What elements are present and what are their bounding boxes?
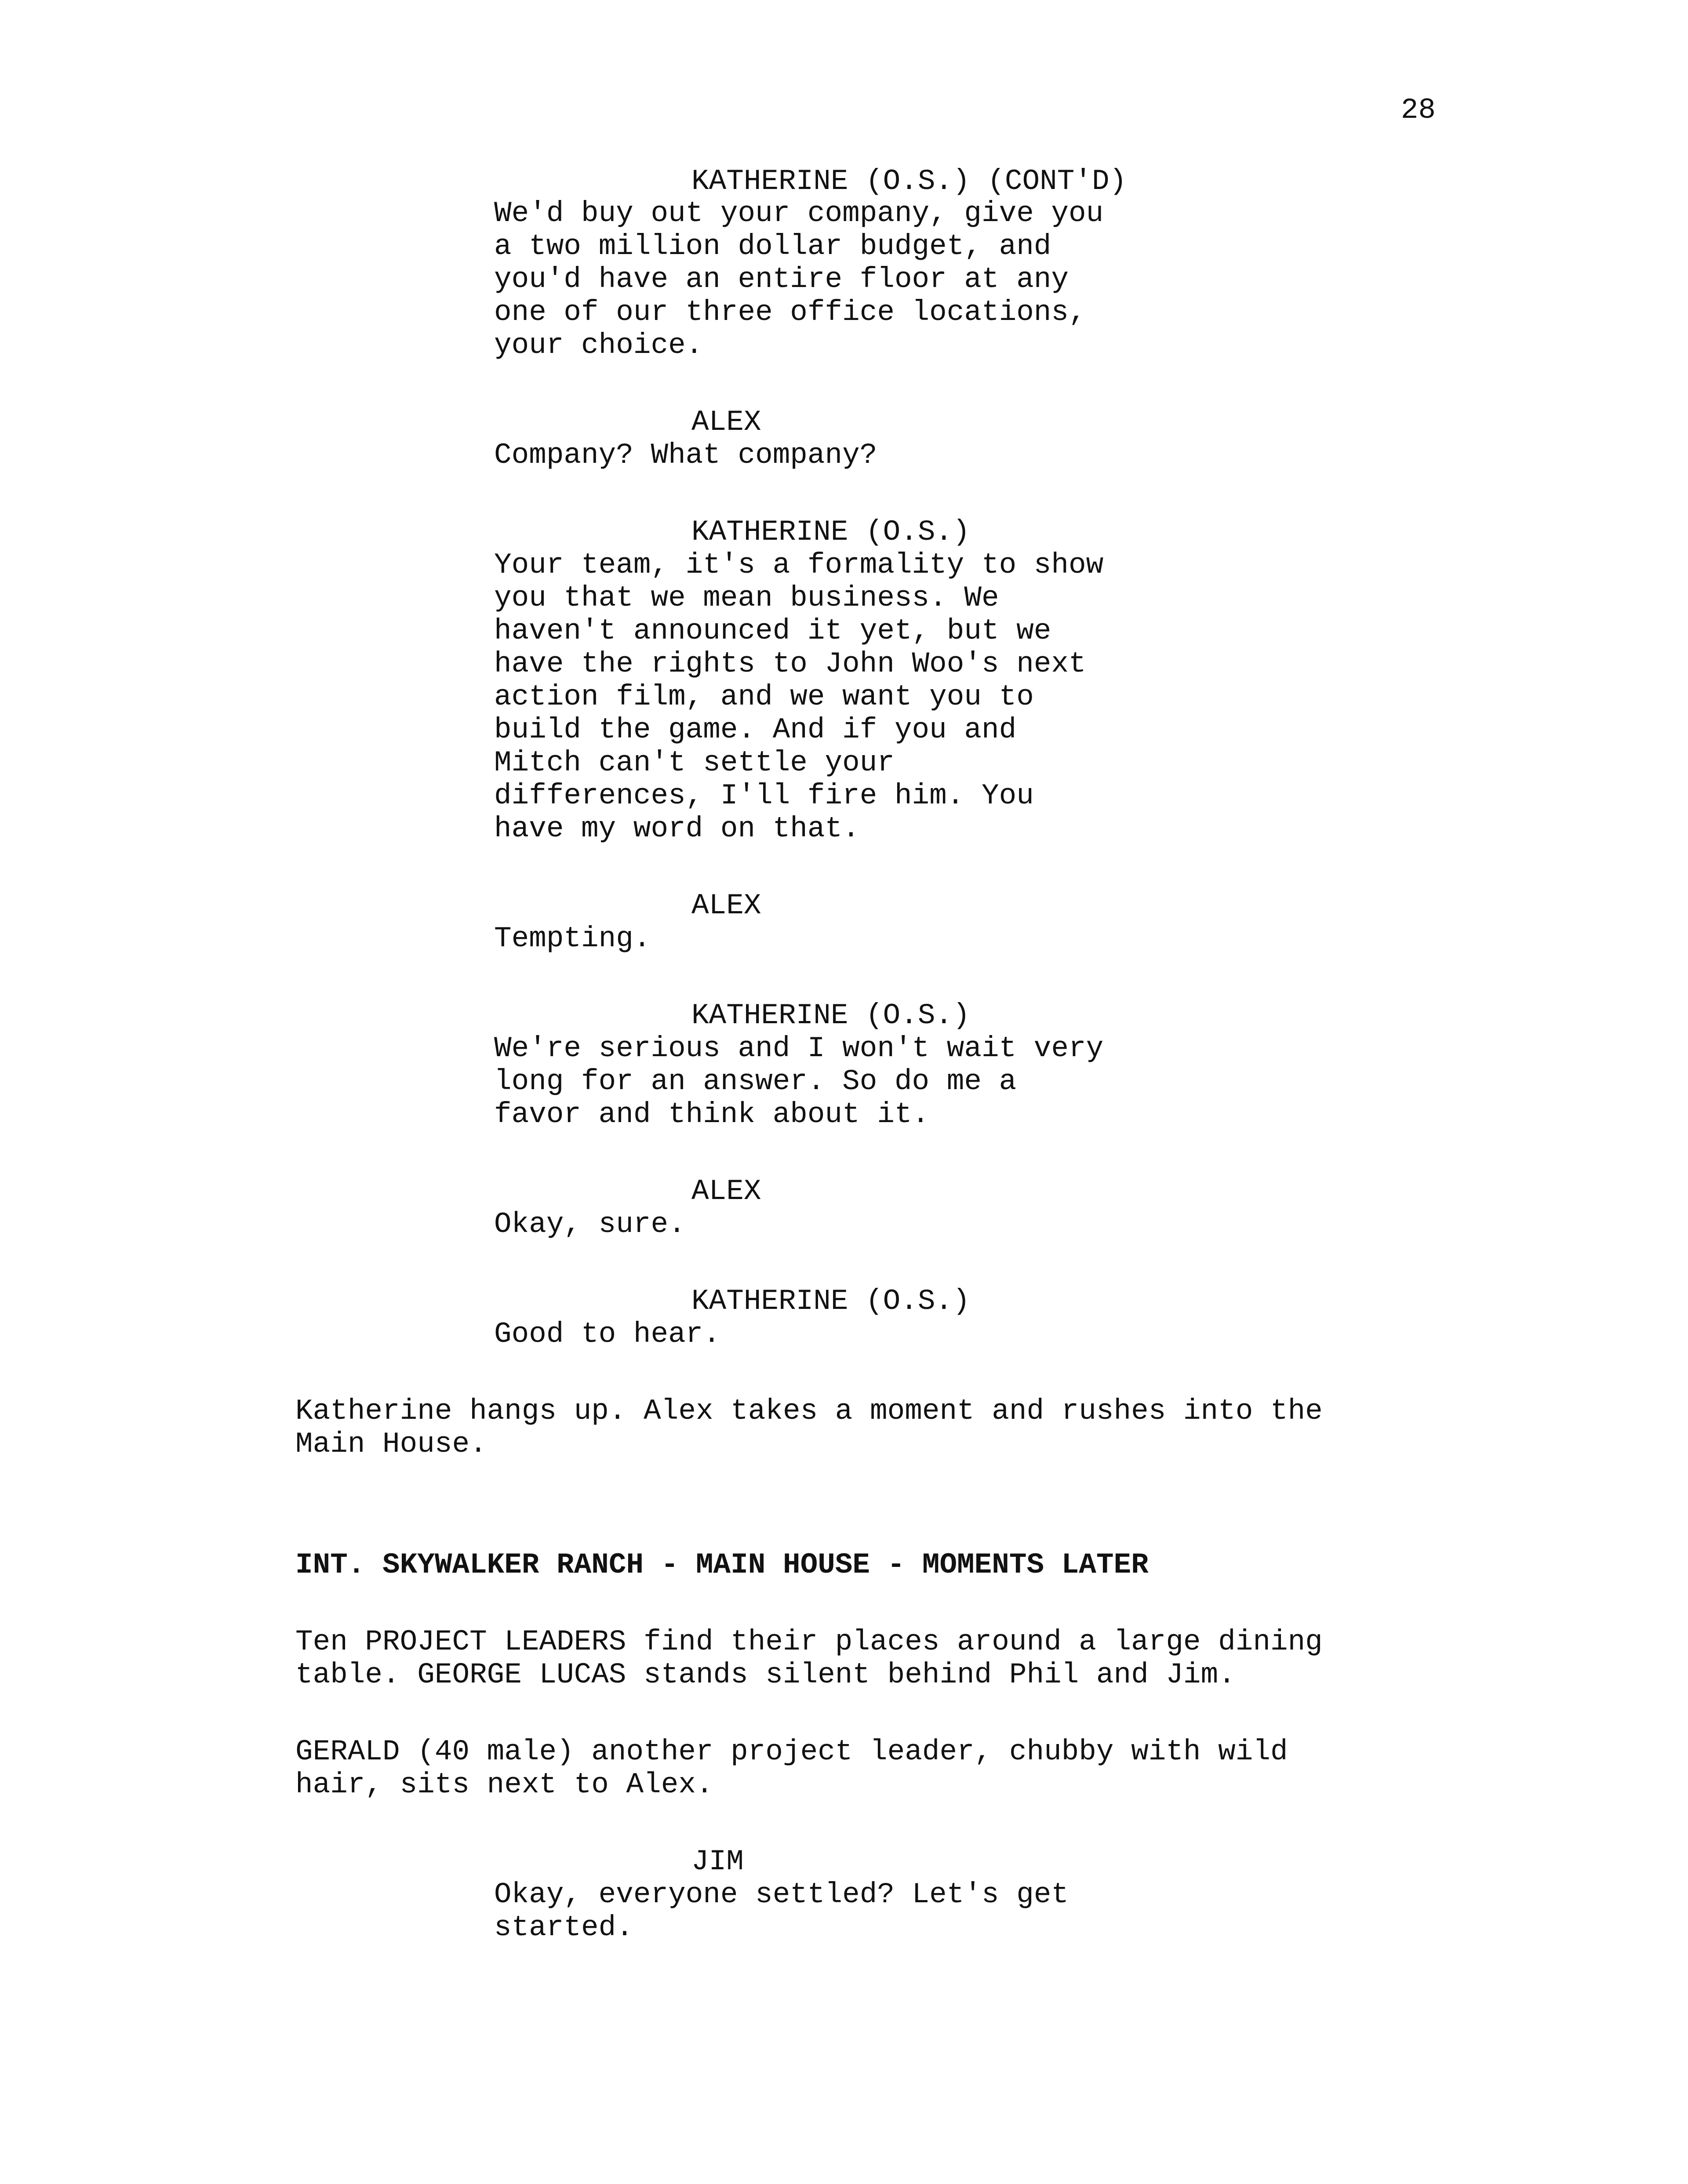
dialogue-line: Good to hear. — [494, 1318, 720, 1351]
dialogue-line: long for an answer. So do me a — [494, 1065, 1017, 1098]
action-line: Katherine hangs up. Alex takes a moment and rushes into the — [295, 1395, 1323, 1428]
dialogue-line: have the rights to John Woo's next — [494, 647, 1086, 680]
dialogue-line: Your team, it's a formality to show — [494, 549, 1104, 581]
action-line: hair, sits next to Alex. — [295, 1768, 713, 1801]
character-cue: ALEX — [691, 406, 761, 439]
action-line: Main House. — [295, 1428, 487, 1461]
character-cue: KATHERINE (O.S.) (CONT'D) — [691, 165, 1127, 198]
dialogue-line: build the game. And if you and — [494, 713, 1017, 746]
dialogue-line: you that we mean business. We — [494, 581, 999, 614]
dialogue-line: action film, and we want you to — [494, 680, 1034, 713]
character-cue: KATHERINE (O.S.) — [691, 999, 970, 1032]
dialogue-line: you'd have an entire floor at any — [494, 263, 1069, 296]
character-cue: KATHERINE (O.S.) — [691, 1285, 970, 1318]
page-number: 28 — [1401, 94, 1436, 127]
dialogue-line: your choice. — [494, 329, 703, 362]
dialogue-line: We're serious and I won't wait very — [494, 1032, 1104, 1065]
character-cue: ALEX — [691, 889, 761, 922]
dialogue-line: Tempting. — [494, 922, 651, 955]
action-line: table. GEORGE LUCAS stands silent behind Phil and Jim. — [295, 1658, 1236, 1691]
dialogue-line: Okay, everyone settled? Let's get — [494, 1878, 1069, 1911]
character-cue: JIM — [691, 1845, 744, 1878]
dialogue-line: differences, I'll fire him. You — [494, 779, 1034, 812]
dialogue-line: haven't announced it yet, but we — [494, 614, 1051, 647]
dialogue-line: Mitch can't settle your — [494, 746, 895, 779]
action-line: Ten PROJECT LEADERS find their places around a large dining — [295, 1625, 1323, 1658]
dialogue-line: a two million dollar budget, and — [494, 230, 1051, 263]
dialogue-line: favor and think about it. — [494, 1098, 930, 1131]
character-cue: KATHERINE (O.S.) — [691, 516, 970, 549]
dialogue-line: have my word on that. — [494, 812, 860, 845]
action-line: GERALD (40 male) another project leader, chubby with wild — [295, 1735, 1288, 1768]
scene-heading: INT. SKYWALKER RANCH - MAIN HOUSE - MOMENTS LATER — [295, 1548, 1149, 1581]
dialogue-line: We'd buy out your company, give you — [494, 197, 1104, 230]
dialogue-line: started. — [494, 1911, 633, 1944]
character-cue: ALEX — [691, 1175, 761, 1208]
dialogue-line: one of our three office locations, — [494, 296, 1086, 329]
dialogue-line: Okay, sure. — [494, 1208, 686, 1241]
dialogue-line: Company? What company? — [494, 439, 877, 472]
